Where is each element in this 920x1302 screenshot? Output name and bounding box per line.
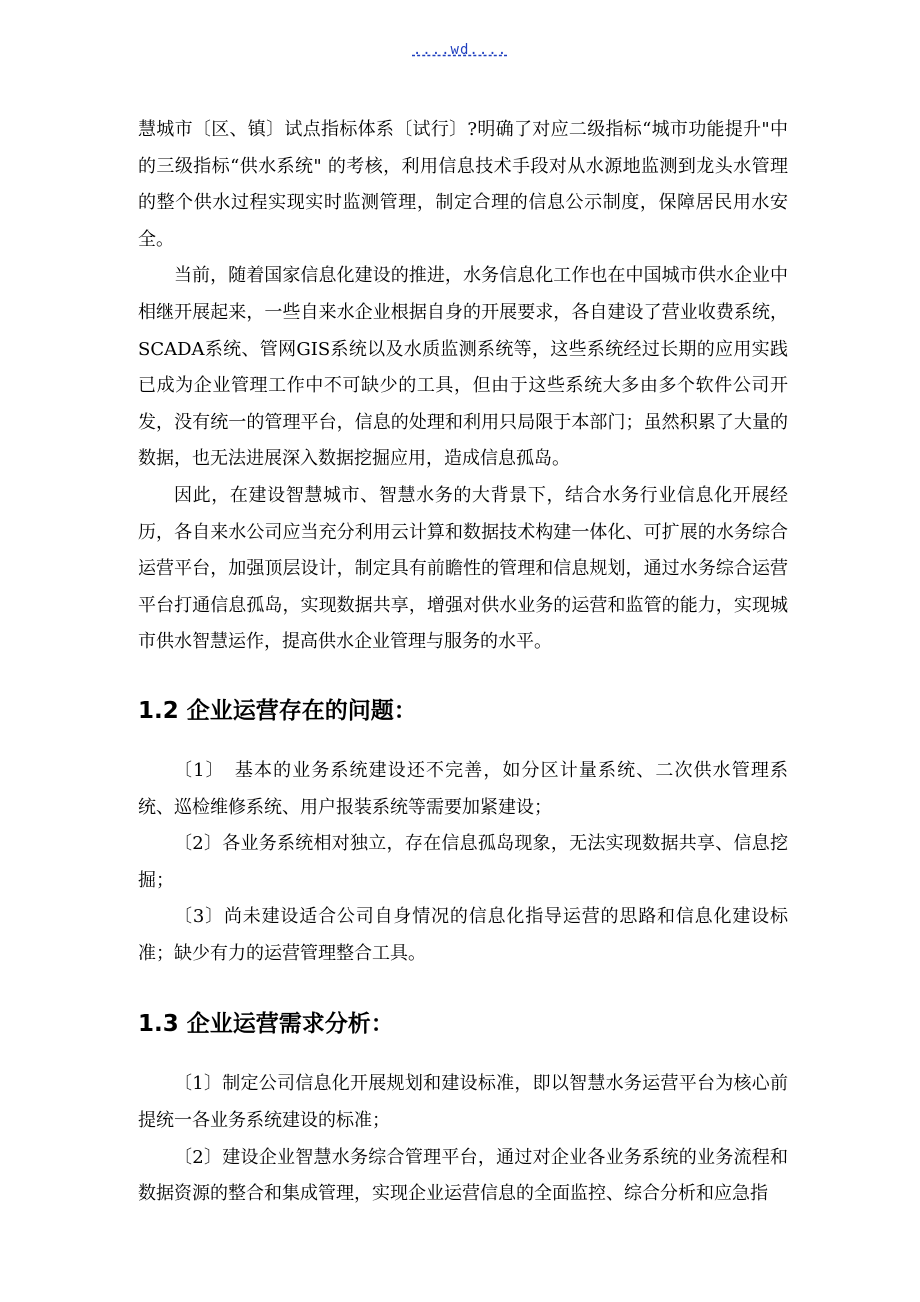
list-item: 〔1〕制定公司信息化开展规划和建设标准，即以智慧水务运营平台为核心前提统一各业务系统建设的标准； <box>138 1073 788 1132</box>
paragraph-therefore: 因此，在建设智慧城市、智慧水务的大背景下，结合水务行业信息化开展经历，各自来水公司应当充分利用云计算和数据技术构建一体化、可扩展的水务综合运营平台，加强顶层设计，制定具有前瞻性的管理和信息规划，通过水务综合运营平台打通信息孤岛，实现数据共享，增强对供水业务的运营和监管的能力，实现城市供水智慧运作，提高供水企业管理与服务的水平。 <box>138 484 788 653</box>
header-link[interactable]: ....wd.... <box>412 42 508 58</box>
document-body <box>138 112 788 1213</box>
section-heading-1-2: 1.2 企业运营存在的问题： <box>138 697 417 724</box>
list-item: 〔1〕 基本的业务系统建设还不完善，如分区计量系统、二次供水管理系统、巡检维修系统、用户报装系统等需要加紧建设； <box>138 759 788 818</box>
paragraph-intro: 慧城市〔区、镇〕试点指标体系〔试行〕?明确了对应二级指标“城市功能提升"中的三级指标“供水系统" 的考核，利用信息技术手段对从水源地监测到龙头水管理的整个供水过程实现实时监测管理，制定合理的信息公示制度，保障居民用水安全。 <box>138 119 788 250</box>
paragraph-current-status: 当前，随着国家信息化建设的推进，水务信息化工作也在中国城市供水企业中相继开展起来，一些自来水企业根据自身的开展要求，各自建设了营业收费系统，SCADA系统、管网GIS系统以及水质监测系统等，这些系统经过长期的应用实践已成为企业管理工作中不可缺少的工具，但由于这些系统大多由多个软件公司开发，没有统一的管理平台，信息的处理和利用只局限于本部门；虽然积累了大量的数据，也无法进展深入数据挖掘应用，造成信息孤岛。 <box>138 265 788 470</box>
list-item: 〔2〕各业务系统相对独立，存在信息孤岛现象，无法实现数据共享、信息挖掘； <box>138 833 788 891</box>
list-item: 〔3〕尚未建设适合公司自身情况的信息化指导运营的思路和信息化建设标准；缺少有力的运营管理整合工具。 <box>138 906 788 964</box>
section-heading-1-3: 1.3 企业运营需求分析： <box>138 1011 394 1038</box>
list-item: 〔2〕建设企业智慧水务综合管理平台，通过对企业各业务系统的业务流程和数据资源的整合和集成管理，实现企业运营信息的全面监控、综合分析和应急指 <box>138 1146 788 1205</box>
